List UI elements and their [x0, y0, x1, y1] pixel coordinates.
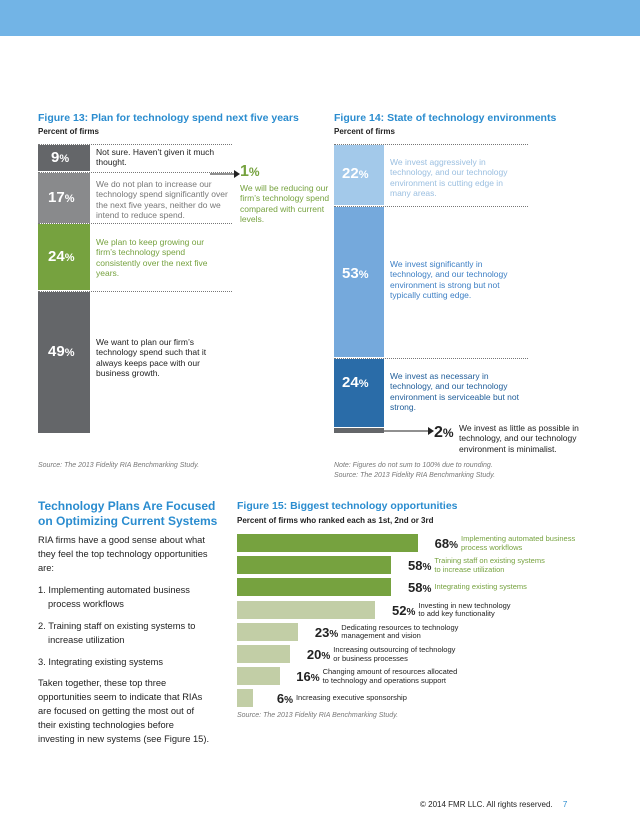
fig15-bar [237, 623, 298, 641]
fig15-value-label: 23% [314, 624, 339, 640]
fig15-bar [237, 689, 253, 707]
fig13-text-49: We want to plan our firm’s technology spend such that it always keeps pace with our business growth. [96, 337, 207, 379]
fig15-bar [237, 667, 280, 685]
fig15-category-label: Implementing automated business process workflows [461, 534, 576, 552]
fig15-bar [237, 645, 290, 663]
fig15-value-label: 16% [296, 669, 320, 685]
fig13-pct-17: 17% [48, 189, 75, 206]
fig15-value-label: 52% [392, 602, 416, 618]
fig14-text-22: We invest aggressively in technology, and our technology environment is cutting edge in many areas. [390, 157, 508, 199]
section-heading-line1: Technology Plans Are Focused [38, 499, 216, 513]
fig15-source: Source: The 2013 Fidelity RIA Benchmarking Study. [237, 712, 399, 719]
fig14-pct-53: 53% [342, 265, 369, 282]
fig13-subtitle: Percent of firms [38, 127, 99, 136]
page-number: 7 [562, 800, 568, 809]
fig15-category-label: Investing in new technology to add key functionality [418, 600, 511, 619]
fig15-value-label: 58% [408, 580, 432, 596]
fig13-pct-24: 24% [48, 248, 75, 265]
fig13-title: Figure 13: Plan for technology spend next five years [38, 112, 299, 124]
section-item-2: 2. Training staff on existing systems to increase utilization [38, 621, 196, 645]
section-heading-line2: on Optimizing Current Systems [38, 514, 218, 528]
footer [420, 800, 567, 809]
fig15-value-label: 58% [408, 558, 432, 574]
fig15-value-label: 68% [434, 536, 458, 551]
fig14-pct-22: 22% [342, 165, 369, 182]
fig15-title: Figure 15: Biggest technology opportunities [237, 500, 458, 512]
fig14-callout-pct: 2% [434, 424, 454, 441]
fig13-pct-9: 9% [51, 149, 70, 166]
fig14-pct-24: 24% [342, 374, 369, 391]
fig13-callout-pct: 1% [240, 163, 260, 180]
fig14-title: Figure 14: State of technology environments [334, 112, 557, 124]
fig15-category-label: Increasing executive sponsorship [295, 693, 407, 703]
fig15-value-label: 20% [306, 647, 331, 662]
fig13-pct-49: 49% [48, 343, 75, 360]
copyright: © 2014 FMR LLC. All rights reserved. [420, 800, 553, 809]
fig15-category-label: Changing amount of resources allocated to technology and operations support [322, 667, 458, 685]
fig15-category-label: Training staff on existing systems to increase utilization [434, 556, 545, 574]
fig14-text-24: We invest as necessary in technology, and our technology environment is serviceable but not strong. [390, 371, 519, 413]
fig15-category-label: Integrating existing systems [434, 582, 527, 592]
section-item-3: 3. Integrating existing systems [38, 657, 164, 667]
fig13-text-9: Not sure. Haven’t given it much thought. [96, 147, 215, 168]
section-item-1: 1. Implementing automated business process workflows [38, 585, 190, 609]
section-closing: Taken together, these top three opportunities seem to indicate that RIAs are focused on getting the most out of their existing technologies before investing in new systems (see Figure 15). [38, 678, 210, 744]
fig14-note: Note: Figures do not sum to 100% due to rounding. [334, 462, 493, 469]
fig15-category-label: Dedicating resources to technology management and vision [341, 622, 459, 641]
section-intro: RIA firms have a good sense about what they feel the top technology opportunities are: [38, 535, 208, 573]
fig15-subtitle: Percent of firms who ranked each as 1st, 2nd or 3rd [237, 516, 434, 525]
fig14-source: Source: The 2013 Fidelity RIA Benchmarking Study. [334, 472, 496, 479]
fig15-bar [237, 534, 418, 552]
fig15-bar [237, 556, 391, 574]
fig14-subtitle: Percent of firms [334, 127, 395, 136]
fig15-value-label: 6% [276, 691, 293, 707]
fig13-text-17: We do not plan to increase our technology spend significantly over the next five years, neither do we intend to reduce spend. [96, 179, 228, 221]
fig13-callout-text: We will be reducing our firm’s technology spend compared with current levels. [240, 183, 330, 225]
fig15-category-label: Increasing outsourcing of technology or business processes [333, 645, 456, 663]
fig14-text-53: We invest significantly in technology, and our technology environment is strong but not typically cutting edge. [390, 259, 508, 301]
fig15-bar [237, 578, 391, 596]
fig13-text-24: We plan to keep growing our firm’s technology spend consistently over the next five years. [96, 237, 208, 279]
fig15-bar [237, 601, 375, 619]
fig13-source: Source: The 2013 Fidelity RIA Benchmarking Study. [38, 462, 200, 469]
fig14-callout-text: We invest as little as possible in technology, and our technology environment is minimalist. [459, 423, 579, 454]
